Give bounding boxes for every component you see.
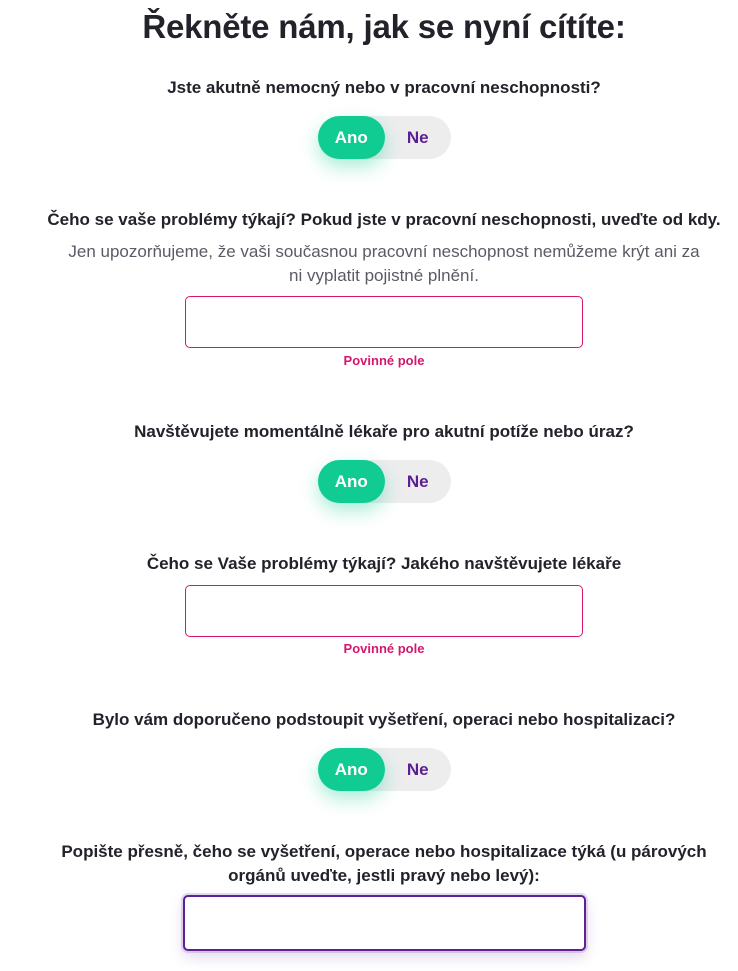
recommended-procedure-toggle: [318, 748, 451, 791]
visiting-doctor-toggle: [318, 460, 451, 503]
acute-illness-toggle: [318, 116, 451, 159]
describe-procedure-input[interactable]: [183, 895, 586, 951]
visiting-doctor-no-button[interactable]: Ne: [385, 460, 452, 503]
required-error: Povinné pole: [343, 641, 425, 656]
which-doctor-input[interactable]: [185, 585, 583, 637]
visiting-doctor-yes-button[interactable]: Ano: [318, 460, 385, 503]
question-recommended-procedure: Bylo vám doporučeno podstoupit vyšetření, operaci nebo hospitalizaci?: [92, 710, 676, 729]
question-acute-illness: Jste akutně nemocný nebo v pracovní neschopnosti?: [167, 78, 601, 97]
question-which-doctor: Čeho se Vaše problémy týkají? Jakého navštěvujete lékaře: [146, 554, 622, 573]
question-describe-procedure: Popište přesně, čeho se vyšetření, operace nebo hospitalizace týká (u párových orgánů uveďte, jestli pravý nebo levý):: [61, 842, 707, 885]
recommended-procedure-no-button[interactable]: Ne: [385, 748, 452, 791]
question-problems-since: Čeho se vaše problémy týkají? Pokud jste v pracovní neschopnosti, uveďte od kdy.: [47, 210, 721, 229]
acute-illness-no-button[interactable]: Ne: [385, 116, 452, 159]
question-visiting-doctor: Navštěvujete momentálně lékaře pro akutní potíže nebo úraz?: [134, 422, 634, 441]
acute-illness-yes-button[interactable]: Ano: [318, 116, 385, 159]
page-title: Řekněte nám, jak se nyní cítíte:: [142, 8, 626, 45]
hint-sick-leave: Jen upozorňujeme, že vaši současnou pracovní neschopnost nemůžeme krýt ani za ni vyplatit pojistné plnění.: [68, 242, 700, 285]
problems-since-input[interactable]: [185, 296, 583, 348]
required-error: Povinné pole: [343, 353, 425, 368]
recommended-procedure-yes-button[interactable]: Ano: [318, 748, 385, 791]
